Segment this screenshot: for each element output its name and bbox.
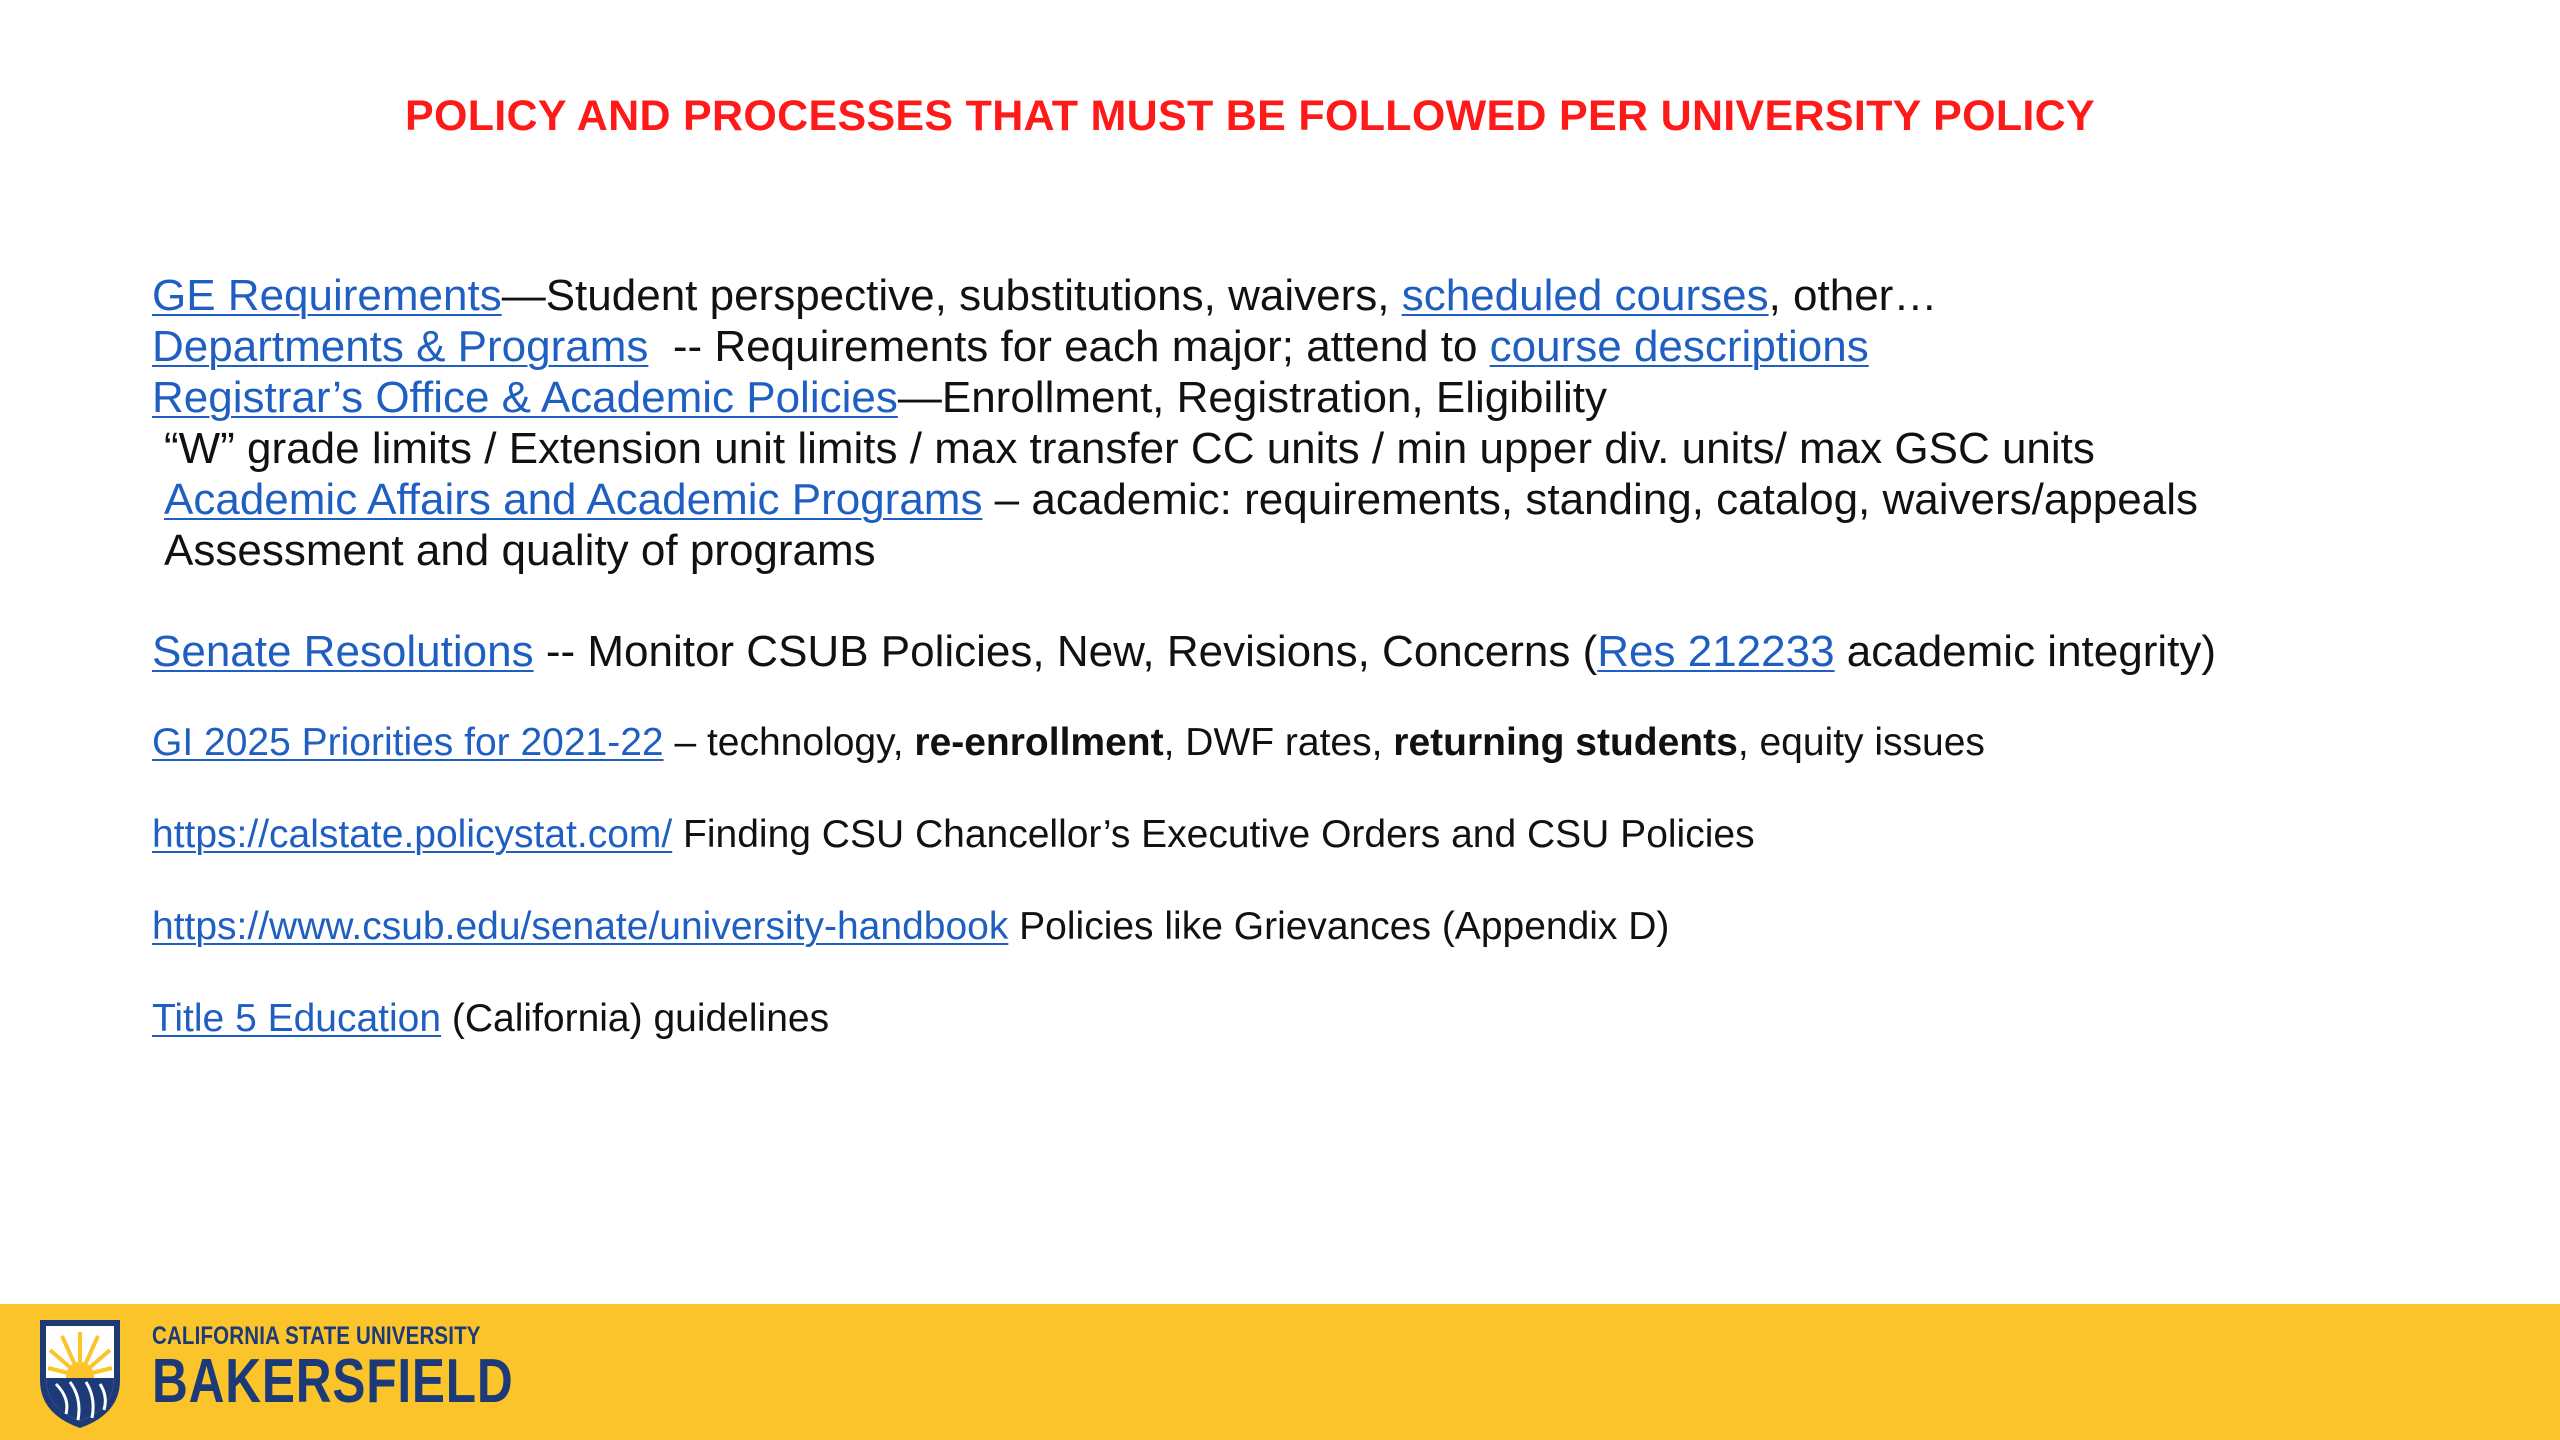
line-handbook: [152, 903, 2452, 951]
page-title: POLICY AND PROCESSES THAT MUST BE FOLLOWED PER UNIVERSITY POLICY: [405, 92, 2095, 140]
csub-shield-icon: [36, 1314, 124, 1432]
gi2025-text-1: – technology,: [663, 721, 915, 764]
title5-text: (California) guidelines: [441, 997, 830, 1040]
registrar-policies-link[interactable]: Registrar’s Office & Academic Policies: [152, 373, 898, 422]
line-registrar: [152, 372, 2452, 423]
line-gi2025: [152, 719, 2452, 767]
registrar-text: —Enrollment, Registration, Eligibility: [897, 373, 1608, 422]
gi2025-priorities-link[interactable]: GI 2025 Priorities for 2021-22: [152, 721, 664, 764]
university-name-main: BAKERSFIELD: [152, 1347, 514, 1416]
ge-requirements-text-end: , other…: [1768, 271, 1938, 320]
university-name-top: CALIFORNIA STATE UNIVERSITY: [152, 1322, 481, 1350]
line-departments: [152, 321, 2452, 372]
ge-requirements-text: —Student perspective, substitutions, waivers,: [501, 271, 1402, 320]
academic-affairs-link[interactable]: Academic Affairs and Academic Programs: [164, 475, 983, 524]
senate-resolutions-link[interactable]: Senate Resolutions: [152, 627, 534, 676]
res-212233-link[interactable]: Res 212233: [1597, 627, 1835, 676]
assessment-text: Assessment and quality of programs: [164, 526, 876, 575]
departments-text: -- Requirements for each major; attend to: [648, 322, 1490, 371]
policy-list: [152, 270, 2452, 1043]
line-title5: [152, 995, 2452, 1043]
line-senate: [152, 626, 2452, 677]
footer-bar: [0, 1304, 2560, 1440]
university-wordmark: [152, 1322, 604, 1416]
policystat-link[interactable]: https://calstate.policystat.com/: [152, 813, 673, 856]
title-5-link[interactable]: Title 5 Education: [152, 997, 442, 1040]
line-policystat: [152, 811, 2452, 859]
line-limits: [152, 423, 2452, 474]
gi2025-bold-returning: returning students: [1393, 721, 1738, 764]
senate-text-end: academic integrity): [1834, 627, 2217, 676]
departments-programs-link[interactable]: Departments & Programs: [152, 322, 649, 371]
gi2025-text-3: , equity issues: [1737, 721, 1985, 764]
handbook-text: Policies like Grievances (Appendix D): [1008, 905, 1670, 948]
line-academic-affairs: [152, 474, 2452, 525]
university-handbook-link[interactable]: https://www.csub.edu/senate/university-handbook: [152, 905, 1009, 948]
line-assessment: [152, 525, 2452, 576]
gi2025-bold-reenrollment: re-enrollment: [914, 721, 1164, 764]
policystat-text: Finding CSU Chancellor’s Executive Orders and CSU Policies: [672, 813, 1755, 856]
gi2025-text-2: , DWF rates,: [1163, 721, 1394, 764]
ge-requirements-link[interactable]: GE Requirements: [152, 271, 502, 320]
scheduled-courses-link[interactable]: scheduled courses: [1401, 271, 1769, 320]
academic-affairs-text: – academic: requirements, standing, catalog, waivers/appeals: [982, 475, 2198, 524]
senate-text: -- Monitor CSUB Policies, New, Revisions, Concerns (: [533, 627, 1598, 676]
course-descriptions-link[interactable]: course descriptions: [1489, 322, 1869, 371]
limits-text: “W” grade limits / Extension unit limits / max transfer CC units / min upper div. units/ max GSC units: [164, 424, 2095, 473]
line-ge-requirements: [152, 270, 2452, 321]
